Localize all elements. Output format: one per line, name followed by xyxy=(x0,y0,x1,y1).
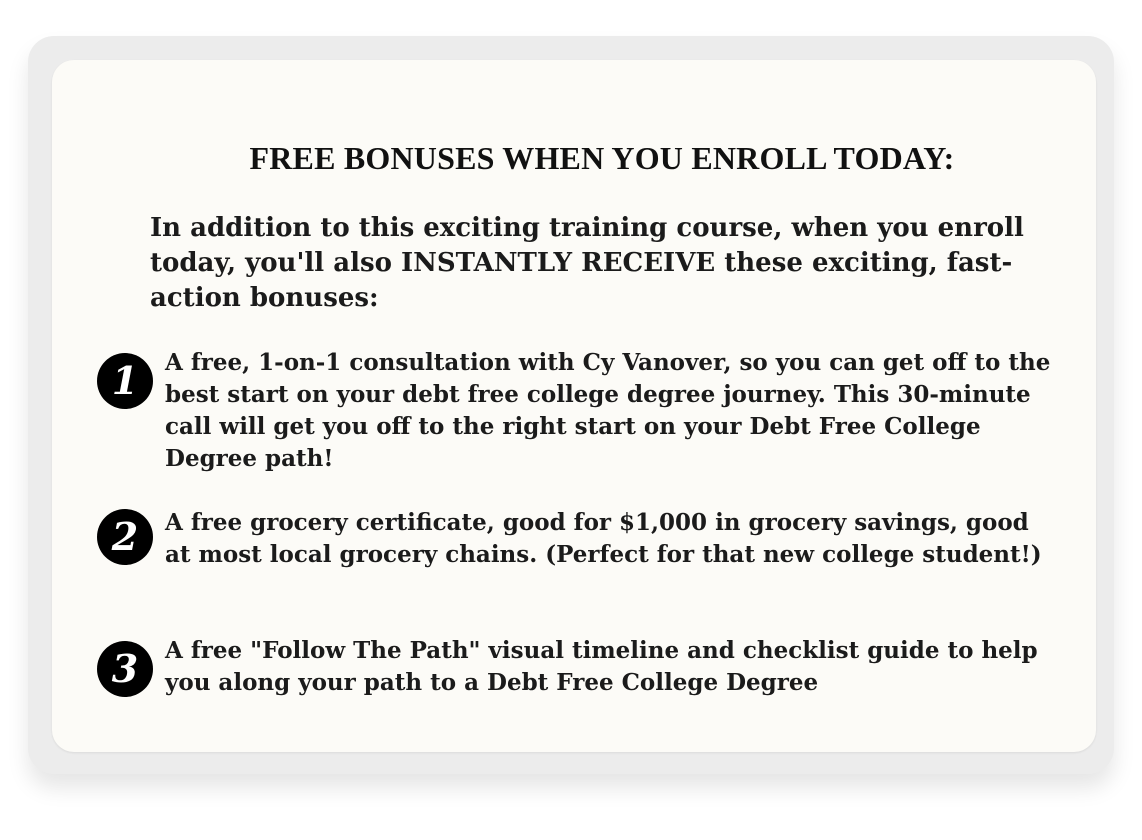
bonus-text-1: A free, 1-on-1 consultation with Cy Vanover, so you can get off to the best start on your debt free college degree journey. This 30-minute call will get you off to the right start on your Debt Free College Degree path! xyxy=(165,349,1051,472)
bonus-text-3: A free "Follow The Path" visual timeline and checklist guide to help you along your path to a Debt Free College Degree xyxy=(165,637,1038,696)
bonus-card xyxy=(52,60,1096,752)
intro-paragraph: In addition to this exciting training course, when you enroll today, you'll also INSTANTLY RECEIVE these exciting, fast-action bonuses: xyxy=(150,213,1024,313)
number-three-icon: 3 xyxy=(97,641,153,697)
bonus-heading: FREE BONUSES WHEN YOU ENROLL TODAY: xyxy=(249,140,955,176)
number-one-icon: 1 xyxy=(97,353,153,409)
number-two-icon: 2 xyxy=(97,509,153,565)
bonus-text-2: A free grocery certificate, good for $1,000 in grocery savings, good at most local grocery chains. (Perfect for that new college student!) xyxy=(165,509,1042,568)
outer-frame xyxy=(28,36,1114,774)
